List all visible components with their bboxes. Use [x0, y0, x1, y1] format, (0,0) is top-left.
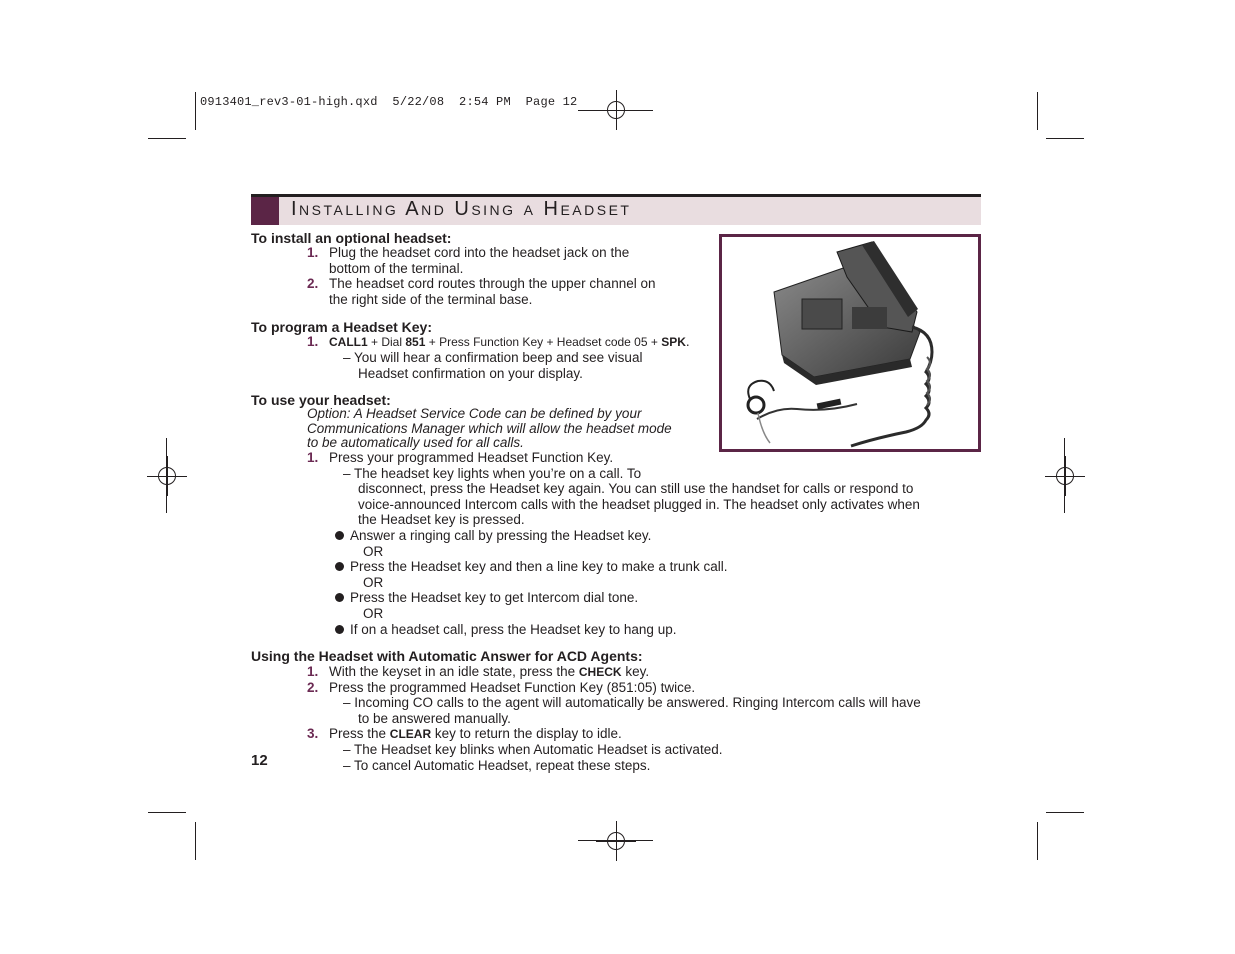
registration-line: [578, 840, 653, 841]
install-heading: To install an optional headset:: [251, 230, 452, 246]
step-number: 1.: [307, 450, 319, 465]
crop-mark: [1037, 822, 1038, 860]
option-note: Option: A Headset Service Code can be defined by your: [307, 406, 642, 421]
or-text: OR: [363, 575, 384, 590]
install-step-2-cont: the right side of the terminal base.: [329, 292, 533, 307]
step-number: 2.: [307, 276, 319, 291]
program-step-1: [329, 334, 690, 350]
acd-step-2: Press the programmed Headset Function Key (851:05) twice.: [329, 680, 696, 695]
registration-line: [166, 438, 167, 513]
call1-key-label: CALL1: [329, 335, 368, 349]
use-note-cont: the Headset key is pressed.: [358, 512, 525, 527]
use-heading: To use your headset:: [251, 392, 391, 408]
page-number: 12: [251, 752, 268, 769]
registration-mark-right: [1045, 456, 1085, 496]
page-title: Installing And Using a Headset: [291, 198, 632, 220]
file-slug: 0913401_rev3-01-high.qxd 5/22/08 2:54 PM Page 12: [200, 95, 578, 109]
registration-mark-left: [147, 456, 187, 496]
step-number: 1.: [307, 334, 319, 349]
step-number: 1.: [307, 664, 319, 679]
bullet-icon: [335, 562, 344, 571]
bullet-icon: [335, 593, 344, 602]
check-key-label: CHECK: [578, 665, 622, 679]
acd-heading: Using the Headset with Automatic Answer for ACD Agents:: [251, 648, 643, 664]
step-number: 3.: [307, 726, 319, 741]
install-step-1: Plug the headset cord into the headset jack on the: [329, 245, 630, 260]
spk-key-label: SPK: [661, 335, 686, 349]
program-note: – You will hear a confirmation beep and see visual: [343, 350, 643, 365]
acd-step-3: Press the CLEAR key to return the display to idle.: [329, 726, 622, 741]
step-number: 1.: [307, 245, 319, 260]
option-note-cont: Communications Manager which will allow the headset mode: [307, 421, 672, 436]
list-item: Press the Headset key and then a line key to make a trunk call.: [335, 559, 727, 575]
bullet-icon: [335, 625, 344, 634]
install-step-2: The headset cord routes through the upper channel on: [329, 276, 656, 291]
program-note-cont: Headset confirmation on your display.: [358, 366, 583, 381]
acd-step-1: With the keyset in an idle state, press the CHECK key.: [329, 664, 650, 679]
crop-mark: [1037, 92, 1038, 130]
dial-text: + Dial: [367, 335, 406, 349]
crop-mark: [195, 92, 196, 130]
or-text: OR: [363, 544, 384, 559]
registration-mark-bottom: [596, 821, 636, 861]
acd-step-2-note-cont: to be answered manually.: [358, 711, 511, 726]
use-note: – The headset key lights when you’re on a call. To: [343, 466, 642, 481]
code-851: 851: [405, 335, 426, 349]
program-heading: To program a Headset Key:: [251, 319, 433, 335]
registration-line: [578, 110, 653, 111]
crop-mark: [195, 822, 196, 860]
section-header: [251, 194, 981, 225]
crop-mark: [148, 812, 186, 813]
use-note-cont: voice-announced Intercom calls with the headset plugged in. The headset only activates when: [358, 497, 920, 512]
function-key-text: + Press Function Key + Headset code 05 +: [425, 335, 662, 349]
install-step-1-cont: bottom of the terminal.: [329, 261, 464, 276]
acd-step-3-note: – To cancel Automatic Headset, repeat these steps.: [343, 758, 651, 773]
bullet-icon: [335, 531, 344, 540]
step-number: 2.: [307, 680, 319, 695]
list-item: Press the Headset key to get Intercom dial tone.: [335, 590, 638, 606]
use-step-1: Press your programmed Headset Function Key.: [329, 450, 614, 465]
crop-mark: [1046, 138, 1084, 139]
clear-key-label: CLEAR: [389, 727, 432, 741]
period: .: [685, 334, 690, 349]
terminal-headset-illustration: [722, 237, 978, 449]
option-note-cont: to be automatically used for all calls.: [307, 435, 524, 450]
crop-mark: [148, 138, 186, 139]
list-item: If on a headset call, press the Headset key to hang up.: [335, 622, 676, 638]
acd-step-3-note: – The Headset key blinks when Automatic Headset is activated.: [343, 742, 723, 757]
list-item: Answer a ringing call by pressing the Headset key.: [335, 528, 651, 544]
or-text: OR: [363, 606, 384, 621]
crop-mark: [1046, 812, 1084, 813]
acd-step-2-note: – Incoming CO calls to the agent will automatically be answered. Ringing Intercom calls will have: [343, 695, 921, 710]
use-note-cont: disconnect, press the Headset key again. You can still use the handset for calls or respond to: [358, 481, 914, 496]
header-accent-block: [251, 197, 279, 225]
headset-terminal-photo: [719, 234, 981, 452]
registration-line: [1064, 438, 1065, 513]
